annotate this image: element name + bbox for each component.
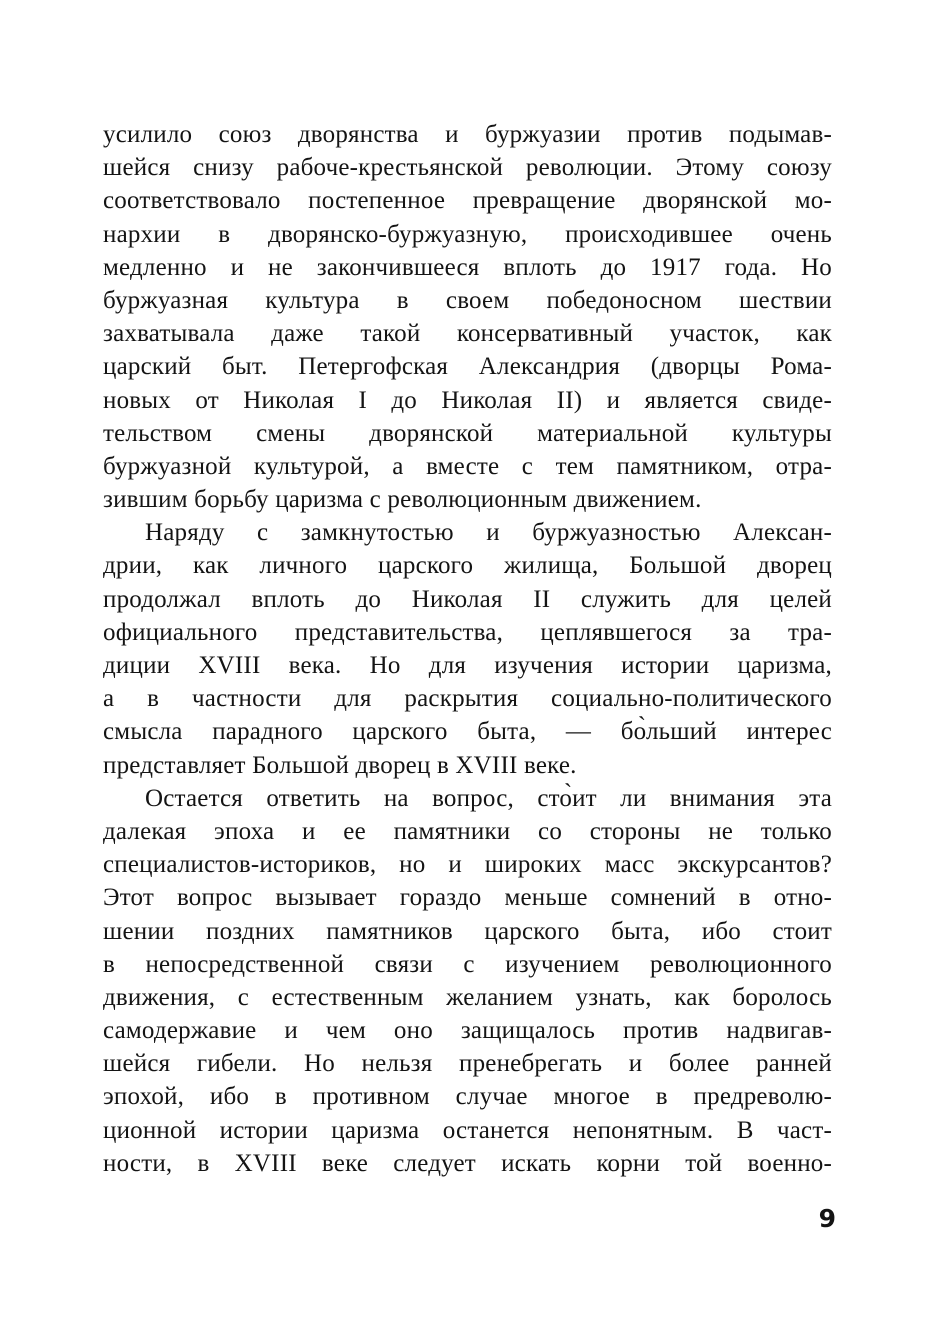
text-line: а в частности для раскрытия социально-политического — [103, 685, 832, 713]
text-line: самодержавие и чем оно защищалось против надвигав- — [103, 1017, 832, 1045]
paragraph-1 — [103, 118, 832, 516]
text-line: новых от Николая I до Николая II) и является свиде- — [103, 386, 832, 414]
paragraph-2 — [103, 516, 832, 782]
text-line: нархии в дворянско-буржуазную, происходившее очень — [103, 220, 832, 248]
text-line: шейся снизу рабоче-крестьянской революции. Этому союзу — [103, 154, 832, 182]
text-line: тельством смены дворянской материальной культуры — [103, 419, 832, 447]
text-line: усилило союз дворянства и буржуазии против подымав- — [103, 121, 832, 148]
text-line: официального представительства, цеплявшегося за тра- — [103, 618, 832, 646]
text-line: ности, в XVIII веке следует искать корни той военно- — [103, 1149, 832, 1177]
text-line: царский быт. Петергофская Александрия (дворцы Рома- — [103, 353, 832, 381]
text-line: далекая эпоха и ее памятники со стороны не только — [103, 817, 832, 845]
text-line: Этот вопрос вызывает гораздо меньше сомнений в отно- — [103, 884, 832, 912]
text-line: смысла парадного царского быта, — бо̀льший интерес — [103, 718, 832, 746]
text-line: Наряду с замкнутостью и буржуазностью Алексан- — [145, 519, 832, 547]
text-line: специалистов-историков, но и широких масс экскурсантов? — [103, 851, 832, 879]
text-line: движения, с естественным желанием узнать, как боролось — [103, 983, 832, 1011]
text-line: продолжал вплоть до Николая II служить для целей — [103, 585, 832, 613]
text-line: ционной истории царизма останется непонятным. В част- — [103, 1116, 832, 1144]
text-line: шейся гибели. Но нельзя пренебрегать и более ранней — [103, 1050, 832, 1078]
body-text — [103, 118, 832, 1180]
page-number: 9 — [818, 1204, 836, 1233]
text-line: шении поздних памятников царского быта, ибо стоит — [103, 917, 832, 945]
text-line: Остается ответить на вопрос, сто̀ит ли внимания эта — [145, 784, 832, 812]
text-line: медленно и не закончившееся вплоть до 1917 года. Но — [103, 253, 832, 281]
text-line: дрии, как личного царского жилища, Большой дворец — [103, 552, 832, 580]
text-line: буржуазной культурой, а вместе с тем памятником, отра- — [103, 452, 832, 480]
text-line: представляет Большой дворец в XVIII веке. — [103, 751, 577, 779]
text-line: в непосредственной связи с изучением революционного — [103, 950, 832, 978]
text-line: эпохой, ибо в противном случае многое в предреволю- — [103, 1083, 832, 1111]
text-line: зившим борьбу царизма с революционным движением. — [103, 486, 702, 514]
text-line: диции XVIII века. Но для изучения истории царизма, — [103, 652, 832, 679]
text-line: соответствовало постепенное превращение дворянской мо- — [103, 187, 832, 215]
paragraph-3 — [103, 782, 832, 1180]
text-line: захватывала даже такой консервативный участок, как — [103, 320, 832, 348]
text-line: буржуазная культура в своем победоносном шествии — [103, 286, 832, 314]
